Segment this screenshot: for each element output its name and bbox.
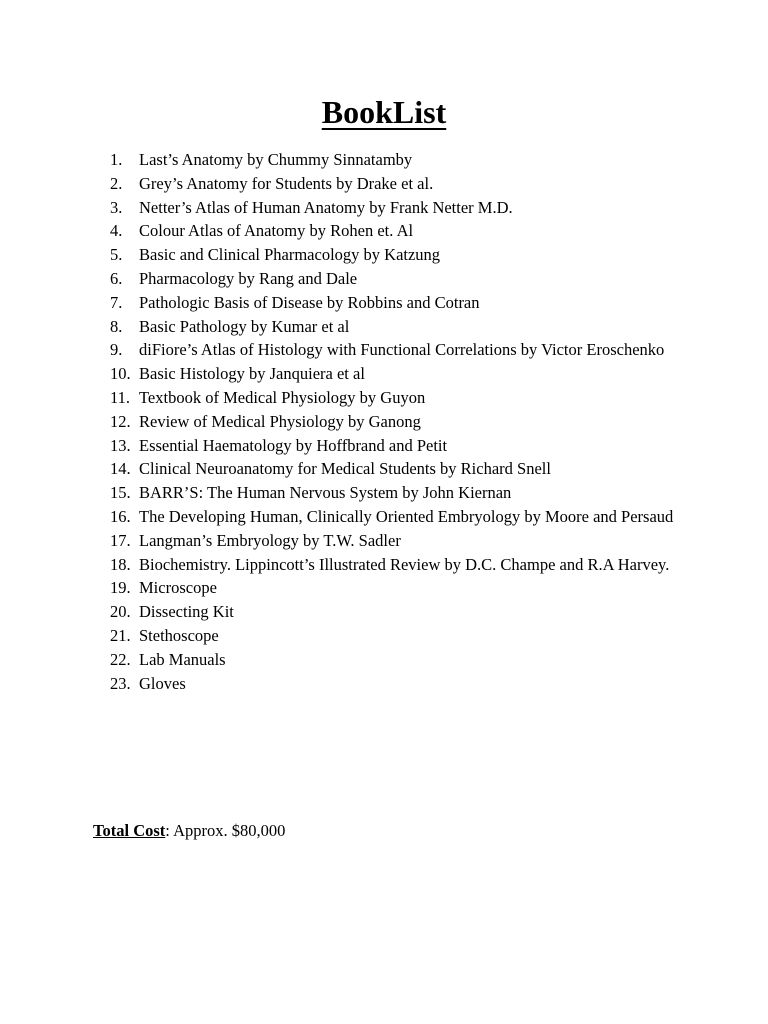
list-item-number: 21. [110,625,131,645]
list-item-number: 14. [110,459,131,479]
list-item-text: Basic Pathology by Kumar et al [139,316,350,336]
list-item [110,410,690,434]
list-item-number: 12. [110,411,131,431]
book-list [110,148,690,695]
list-item-text: Stethoscope [139,625,219,645]
total-cost [93,819,285,843]
list-item [110,315,690,339]
total-cost-label: Total Cost [93,821,166,840]
list-item [110,481,690,505]
total-cost-value: Approx. $80,000 [169,821,286,840]
list-item [110,196,690,220]
list-item-text: BARR’S: The Human Nervous System by John Kiernan [139,483,512,503]
list-item [110,243,690,267]
list-item [110,291,690,315]
list-item-text: Pharmacology by Rang and Dale [139,268,358,288]
list-item-text: Basic and Clinical Pharmacology by Katzung [139,245,441,265]
list-item [110,434,690,458]
list-item [110,624,690,648]
list-item-text: Review of Medical Physiology by Ganong [139,411,421,431]
list-item-number: 6. [110,268,123,288]
list-item [110,219,690,243]
list-item-number: 2. [110,173,123,193]
list-item-text: Lab Manuals [139,649,226,669]
list-item-number: 9. [110,340,123,360]
list-item-number: 19. [110,578,131,598]
list-item-text: diFiore’s Atlas of Histology with Functional Correlations by Victor Eroschenko [139,340,665,360]
list-item-text: Grey’s Anatomy for Students by Drake et al. [139,173,434,193]
list-item-number: 16. [110,506,131,526]
list-item [110,576,690,600]
list-item [110,648,690,672]
total-cost-separator: : [165,821,170,840]
list-item-number: 13. [110,435,131,455]
list-item-number: 11. [110,387,131,407]
list-item-text: Last’s Anatomy by Chummy Sinnatamby [139,150,413,169]
list-item-number: 1. [110,150,123,169]
list-item-number: 10. [110,364,131,384]
list-item-text: Netter’s Atlas of Human Anatomy by Frank Netter M.D. [139,197,513,217]
list-item-text: Textbook of Medical Physiology by Guyon [139,387,426,407]
list-item [110,505,690,529]
list-item-text: The Developing Human, Clinically Oriented Embryology by Moore and Persaud [139,506,674,526]
list-item [110,267,690,291]
list-item-number: 15. [110,483,131,503]
list-item-number: 7. [110,292,123,312]
list-item-text: Clinical Neuroanatomy for Medical Students by Richard Snell [139,459,551,479]
list-item [110,148,690,172]
list-item-number: 18. [110,554,131,574]
list-item [110,362,690,386]
list-item [110,172,690,196]
list-item-text: Pathologic Basis of Disease by Robbins and Cotran [139,292,480,312]
list-item-text: Biochemistry. Lippincott’s Illustrated Review by D.C. Champe and R.A Harvey. [139,554,670,574]
list-item [110,672,690,696]
list-item-text: Basic Histology by Janquiera et al [139,364,365,384]
list-item [110,553,690,577]
list-item-text: Microscope [139,578,217,598]
list-item-number: 4. [110,221,123,241]
list-item [110,600,690,624]
list-item [110,386,690,410]
list-item-text: Langman’s Embryology by T.W. Sadler [139,530,401,550]
list-item-text: Essential Haematology by Hoffbrand and Petit [139,435,448,455]
page-title: BookList [321,94,447,130]
list-item-text: Dissecting Kit [139,602,234,622]
list-item-number: 17. [110,530,131,550]
list-item-text: Colour Atlas of Anatomy by Rohen et. Al [139,221,414,241]
list-item [110,457,690,481]
list-item-number: 3. [110,197,123,217]
list-item-number: 5. [110,245,123,265]
list-item-number: 20. [110,602,131,622]
list-item [110,338,690,362]
list-item [110,529,690,553]
list-item-number: 23. [110,673,131,693]
list-item-text: Gloves [139,673,186,693]
list-item-number: 8. [110,316,123,336]
list-item-number: 22. [110,649,131,669]
